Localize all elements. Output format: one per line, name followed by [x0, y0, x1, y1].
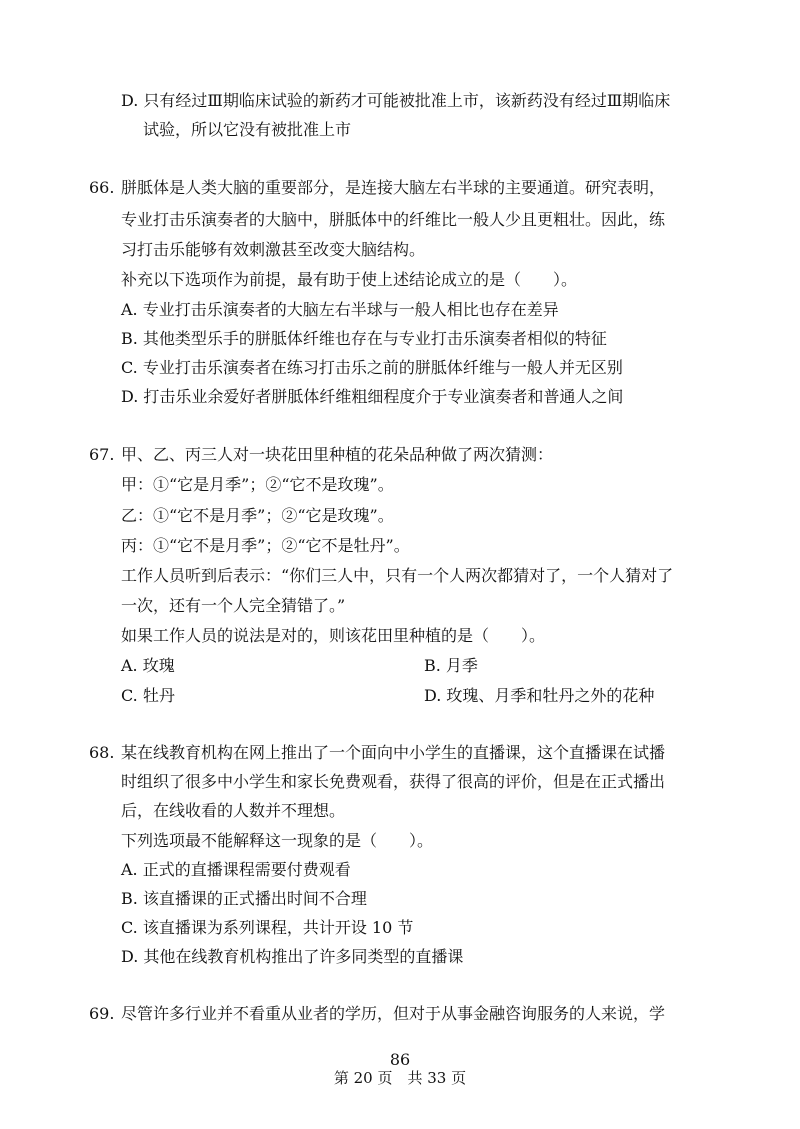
question-number: 69. — [89, 1004, 115, 1023]
question-stem-line: 后，在线收看的人数并不理想。 — [121, 801, 346, 820]
statement-line: 工作人员听到后表示：“你们三人中，只有一个人两次都猜对了，一个人猜对了 — [121, 566, 674, 585]
option-c: C. 专业打击乐演奏者在练习打击乐之前的胼胝体纤维与一般人并无区别 — [121, 358, 623, 377]
option-a: A. 正式的直播课程需要付费观看 — [121, 860, 351, 879]
option-d: D. 其他在线教育机构推出了许多同类型的直播课 — [121, 947, 464, 966]
question-prompt: 下列选项最不能解释这一现象的是（ ）。 — [121, 831, 434, 850]
question-number: 67. — [89, 445, 115, 464]
question-prompt: 补充以下选项作为前提，最有助于使上述结论成立的是（ ）。 — [121, 270, 578, 289]
question-stem-line: 时组织了很多中小学生和家长免费观看，获得了很高的评价，但是在正式播出 — [121, 772, 666, 791]
prev-option-d-line1: D. 只有经过Ⅲ期临床试验的新药才可能被批准上市，该新药没有经过Ⅲ期临床 — [121, 91, 671, 110]
question-number: 66. — [89, 178, 115, 197]
option-d: D. 玫瑰、月季和牡丹之外的花种 — [424, 686, 655, 705]
question-prompt: 如果工作人员的说法是对的，则该花田里种植的是（ ）。 — [121, 626, 546, 645]
option-a: A. 玫瑰 — [121, 656, 175, 675]
handwritten-page-number: 86 — [389, 1050, 411, 1069]
question-stem-line: 某在线教育机构在网上推出了一个面向中小学生的直播课，这个直播课在试播 — [121, 743, 666, 762]
option-a: A. 专业打击乐演奏者的大脑左右半球与一般人相比也存在差异 — [121, 300, 559, 319]
option-d: D. 打击乐业余爱好者胼胝体纤维粗细程度介于专业演奏者和普通人之间 — [121, 387, 624, 406]
question-stem: 甲、乙、丙三人对一块花田里种植的花朵品种做了两次猜测： — [121, 445, 554, 464]
prev-option-d-line2: 试验，所以它没有被批准上市 — [143, 120, 352, 139]
statement-line: 一次，还有一个人完全猜错了。” — [121, 596, 346, 615]
guess-line: 丙：①“它不是月季”；②“它不是牡丹”。 — [121, 536, 410, 555]
option-c: C. 该直播课为系列课程，共计开设 10 节 — [121, 918, 414, 937]
guess-line: 甲：①“它是月季”；②“它不是玫瑰”。 — [121, 475, 394, 494]
question-stem-line: 习打击乐能够有效刺激甚至改变大脑结构。 — [121, 240, 426, 259]
option-b: B. 其他类型乐手的胼胝体纤维也存在与专业打击乐演奏者相似的特征 — [121, 329, 607, 348]
question-number: 68. — [89, 743, 115, 762]
option-b: B. 该直播课的正式播出时间不合理 — [121, 889, 367, 908]
option-b: B. 月季 — [424, 656, 478, 675]
question-stem-line: 专业打击乐演奏者的大脑中，胼胝体中的纤维比一般人少且更粗壮。因此，练 — [121, 210, 666, 229]
guess-line: 乙：①“它不是月季”；②“它是玫瑰”。 — [121, 506, 394, 525]
page-info: 第 20 页 共 33 页 — [333, 1069, 467, 1087]
question-stem-line: 尽管许多行业并不看重从业者的学历，但对于从事金融咨询服务的人来说，学 — [121, 1004, 666, 1023]
question-stem-line: 胼胝体是人类大脑的重要部分，是连接大脑左右半球的主要通道。研究表明， — [121, 178, 666, 197]
option-c: C. 牡丹 — [121, 686, 175, 705]
